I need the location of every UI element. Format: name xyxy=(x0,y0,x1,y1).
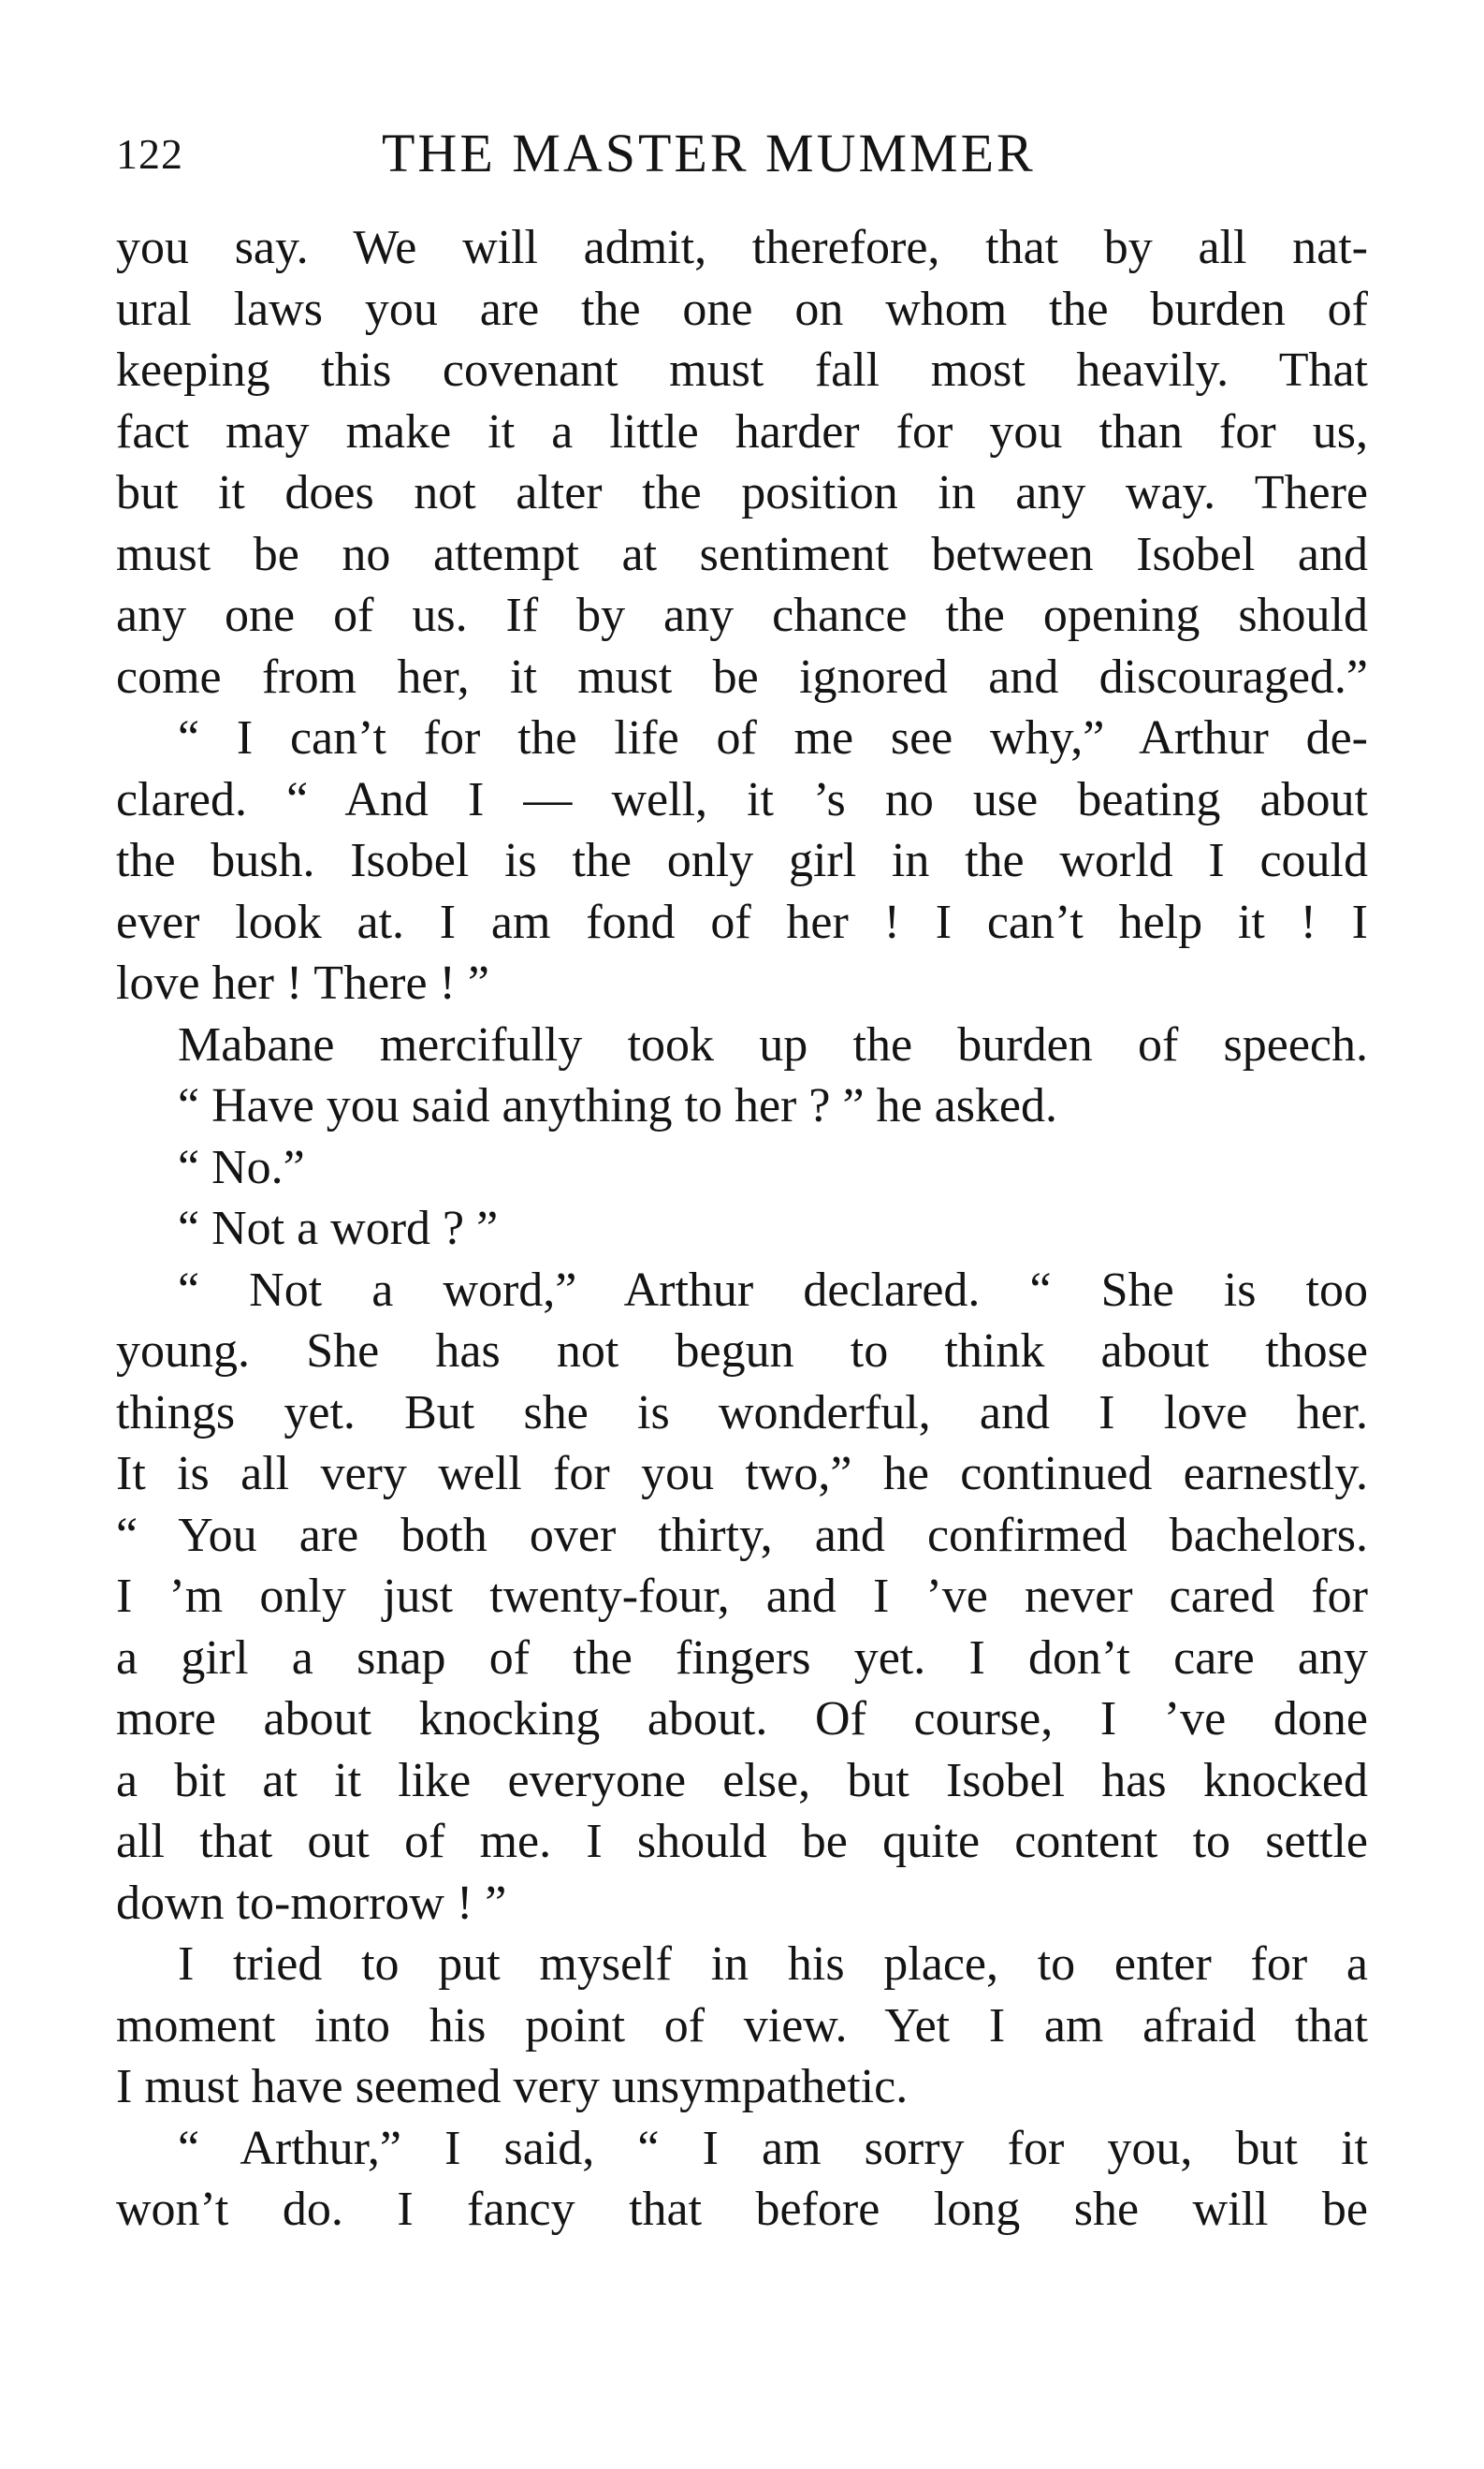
text-line: It is all very well for you two,” he continued earnestly. xyxy=(116,1447,1368,1500)
text-line: must be no attempt at sentiment between Isobel and xyxy=(116,527,1368,581)
text-line: moment into his point of view. Yet I am afraid that xyxy=(116,1998,1368,2053)
text-line: but it does not alter the position in any way. There xyxy=(116,466,1368,519)
text-line: ural laws you are the one on whom the burden of xyxy=(116,282,1368,336)
text-line: young. She has not begun to think about those xyxy=(116,1324,1368,1378)
text-line: I ’m only just twenty-four, and I ’ve never cared for xyxy=(116,1570,1368,1623)
text-line: things yet. But she is wonderful, and I love her. xyxy=(116,1385,1368,1439)
text-line: you say. We will admit, therefore, that by all nat- xyxy=(116,221,1368,274)
text-line: “ Have you said anything to her ? ” he asked. xyxy=(178,1079,1058,1132)
text-line: ever look at. I am fond of her ! I can’t help it ! I xyxy=(116,895,1368,949)
text-line: “ I can’t for the life of me see why,” Arthur de- xyxy=(178,711,1368,765)
page-header xyxy=(116,122,1368,206)
text-line: Mabane mercifully took up the burden of speech. xyxy=(178,1017,1368,1072)
text-line: clared. “ And I — well, it ’s no use beating about xyxy=(116,772,1368,826)
text-line: “ Not a word,” Arthur declared. “ She is too xyxy=(178,1263,1368,1317)
book-page xyxy=(116,122,1368,2241)
text-line: a girl a snap of the fingers yet. I don’t care any xyxy=(116,1630,1368,1685)
page-number: 122 xyxy=(116,130,183,178)
body-text xyxy=(116,217,1368,2241)
text-line: won’t do. I fancy that before long she will be xyxy=(116,2183,1368,2236)
text-line: “ Arthur,” I said, “ I am sorry for you, but it xyxy=(178,2121,1368,2175)
text-line: the bush. Isobel is the only girl in the world I could xyxy=(116,834,1368,887)
text-line: I tried to put myself in his place, to enter for a xyxy=(178,1937,1368,1991)
text-line: I must have seemed very unsympathetic. xyxy=(116,2060,909,2113)
text-line: any one of us. If by any chance the opening should xyxy=(116,589,1368,642)
text-line: “ Not a word ? ” xyxy=(178,1202,499,1255)
text-line: come from her, it must be ignored and discouraged.” xyxy=(116,650,1368,704)
running-title: THE MASTER MUMMER xyxy=(382,123,1036,183)
text-line: all that out of me. I should be quite content to settle xyxy=(116,1815,1368,1868)
text-line: keeping this covenant must fall most heavily. That xyxy=(116,343,1368,397)
text-line: more about knocking about. Of course, I ’ve done xyxy=(116,1692,1368,1746)
text-line: love her ! There ! ” xyxy=(116,957,489,1010)
text-line: “ No.” xyxy=(178,1140,305,1194)
text-line: down to-morrow ! ” xyxy=(116,1876,507,1930)
text-line: “ You are both over thirty, and confirmed bachelors. xyxy=(116,1508,1368,1562)
text-line: a bit at it like everyone else, but Isobel has knocked xyxy=(116,1753,1368,1807)
text-line: fact may make it a little harder for you than for us, xyxy=(116,404,1368,459)
